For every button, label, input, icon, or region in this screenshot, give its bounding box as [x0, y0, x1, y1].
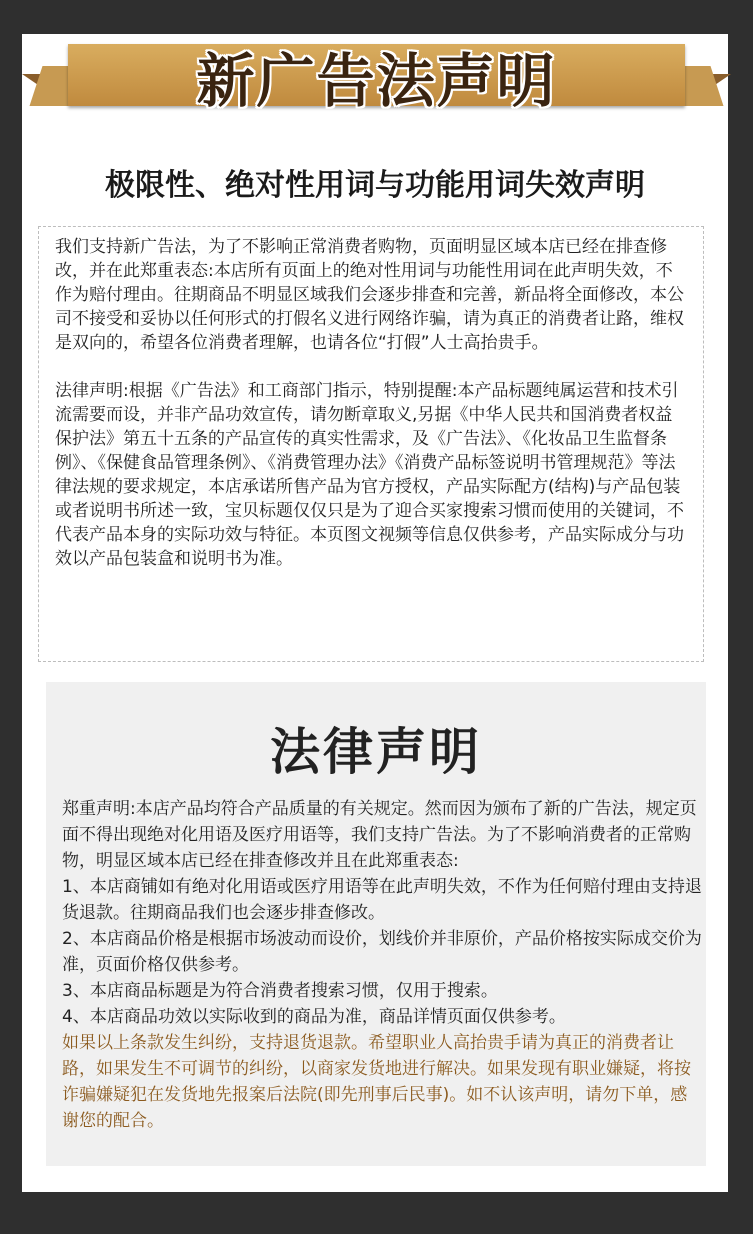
- legal-heading: 法律声明: [270, 723, 482, 781]
- legal-item-4: 4、本店商品功效以实际收到的商品为准，商品详情页面仅供参考。: [62, 1007, 566, 1027]
- legal-body: [62, 796, 702, 1134]
- legal-intro: 郑重声明:本店产品均符合产品质量的有关规定。然而因为颁布了新的广告法，规定页面不得出现绝对化用语及医疗用语等，我们支持广告法。为了不影响消费者的正常购物，明显区域本店已经在排查修改并且在此郑重表态:: [62, 799, 697, 871]
- title-banner: [0, 0, 753, 150]
- notice-paragraph-1: 我们支持新广告法，为了不影响正常消费者购物，页面明显区域本店已经在排查修改，并在此郑重表态:本店所有页面上的绝对性用词与功能性用词在此声明失效，不作为赔付理由。往期商品不明显区域我们会逐步排查和完善，新品将全面修改，本公司不接受和妥协以任何形式的打假名义进行网络诈骗，请为真正的消费者让路，维权是双向的，希望各位消费者理解，也请各位“打假”人士高抬贵手。: [55, 237, 684, 353]
- notice-paragraph-2: 法律声明:根据《广告法》和工商部门指示，特别提醒:本产品标题纯属运营和技术引流需要而设，并非产品功效宣传，请勿断章取义,另据《中华人民共和国消费者权益保护法》第五十五条的产品宣传的真实性需求，及《广告法》、《化妆品卫生监督条例》、《保健食品管理条例》、《消费管理办法》《消费产品标签说明书管理规范》等法律法规的要求规定，本店承诺所售产品为官方授权，产品实际配方(结构)与产品包装或者说明书所述一致，宝贝标题仅仅只是为了迎合买家搜索习惯而使用的关键词，不代表产品本身的实际功效与特征。本页图文视频等信息仅供参考，产品实际成分与功效以产品包装盒和说明书为准。: [55, 381, 684, 569]
- legal-warning: 如果以上条款发生纠纷，支持退货退款。希望职业人高抬贵手请为真正的消费者让路，如果发生不可调节的纠纷，以商家发货地进行解决。如果发现有职业嫌疑，将按诈骗嫌疑犯在发货地先报案后法院(即先刑事后民事)。如不认该声明，请勿下单，感谢您的配合。: [62, 1033, 691, 1131]
- legal-panel: [46, 682, 706, 1166]
- legal-item-2: 2、本店商品价格是根据市场波动而设价，划线价并非原价，产品价格按实际成交价为准，页面价格仅供参考。: [62, 929, 702, 975]
- legal-item-1: 1、本店商铺如有绝对化用语或医疗用语等在此声明失效，不作为任何赔付理由支持退货退款。往期商品我们也会逐步排查修改。: [62, 877, 702, 923]
- notice-box: [38, 226, 704, 662]
- legal-item-3: 3、本店商品标题是为符合消费者搜索习惯，仅用于搜索。: [62, 981, 498, 1001]
- banner-title: 新广告法声明: [196, 47, 557, 115]
- notice-heading: 极限性、绝对性用词与功能用词失效声明: [105, 168, 645, 203]
